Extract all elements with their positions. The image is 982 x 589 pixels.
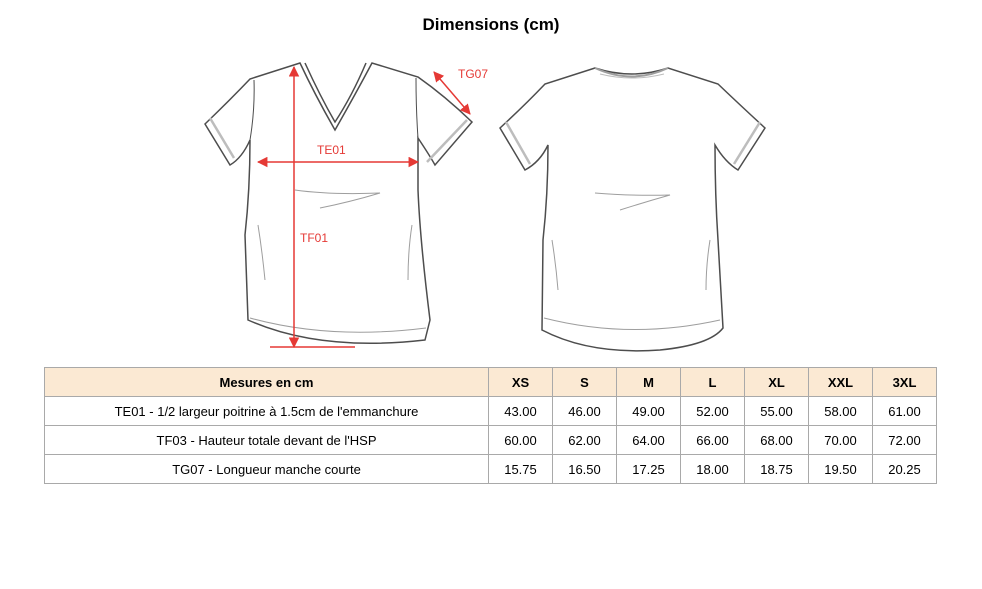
header-cell-xxl: XXL <box>809 368 873 397</box>
tshirt-diagram <box>190 50 790 360</box>
header-cell-m: M <box>617 368 681 397</box>
header-cell-measure: Mesures en cm <box>45 368 489 397</box>
header-cell-xs: XS <box>489 368 553 397</box>
back-tshirt <box>500 68 765 351</box>
table-cell: 72.00 <box>873 426 937 455</box>
front-tshirt <box>205 63 472 343</box>
tf01-label: TF01 <box>300 231 329 245</box>
table-cell: 66.00 <box>681 426 745 455</box>
table-cell: 60.00 <box>489 426 553 455</box>
table-cell: 68.00 <box>745 426 809 455</box>
header-cell-l: L <box>681 368 745 397</box>
table-cell: 64.00 <box>617 426 681 455</box>
table-cell: 58.00 <box>809 397 873 426</box>
table-cell: 46.00 <box>553 397 617 426</box>
table-cell: 18.00 <box>681 455 745 484</box>
te01-label: TE01 <box>317 143 346 157</box>
table-row <box>45 455 937 484</box>
table-cell: 55.00 <box>745 397 809 426</box>
table-row <box>45 426 937 455</box>
row-label: TG07 - Longueur manche courte <box>45 455 489 484</box>
table-cell: 18.75 <box>745 455 809 484</box>
row-label: TE01 - 1/2 largeur poitrine à 1.5cm de l'emmanchure <box>45 397 489 426</box>
header-cell-3xl: 3XL <box>873 368 937 397</box>
header-cell-s: S <box>553 368 617 397</box>
table-cell: 43.00 <box>489 397 553 426</box>
page-title: Dimensions (cm) <box>422 15 560 34</box>
table-cell: 70.00 <box>809 426 873 455</box>
table-cell: 17.25 <box>617 455 681 484</box>
table-header-row <box>45 368 937 397</box>
tg07-label: TG07 <box>458 67 489 81</box>
table-cell: 49.00 <box>617 397 681 426</box>
table-row <box>45 397 937 426</box>
table-cell: 16.50 <box>553 455 617 484</box>
header-cell-xl: XL <box>745 368 809 397</box>
tshirt-illustration <box>190 50 790 360</box>
table-cell: 20.25 <box>873 455 937 484</box>
table-cell: 15.75 <box>489 455 553 484</box>
row-label: TF03 - Hauteur totale devant de l'HSP <box>45 426 489 455</box>
table-cell: 19.50 <box>809 455 873 484</box>
size-table <box>44 367 937 484</box>
table-cell: 52.00 <box>681 397 745 426</box>
table-cell: 61.00 <box>873 397 937 426</box>
table-cell: 62.00 <box>553 426 617 455</box>
